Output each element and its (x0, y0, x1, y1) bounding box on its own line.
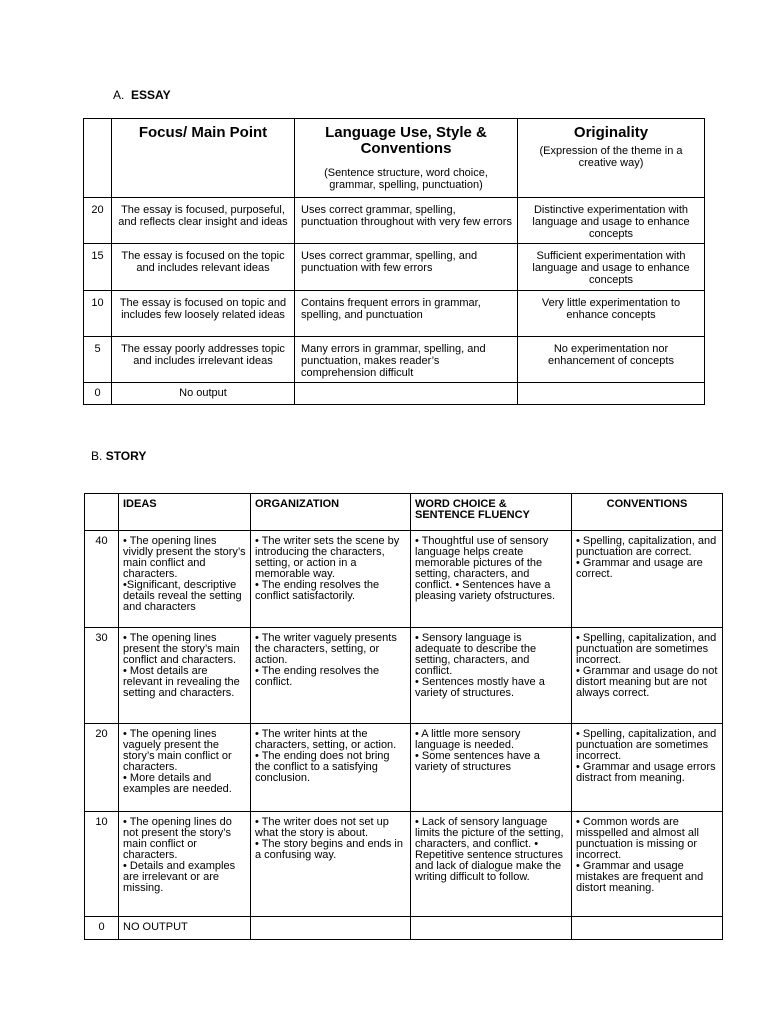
bullet-text: • The ending does not bring the conflict to a satisfying conclusion. (255, 750, 390, 784)
story-conventions-cell (572, 531, 723, 628)
essay-language-cell: Contains frequent errors in grammar, spelling, and punctuation (295, 291, 518, 337)
essay-language-cell (295, 383, 518, 405)
story-organization-cell (251, 917, 411, 940)
story-word-choice-cell (411, 531, 572, 628)
essay-language-cell: Uses correct grammar, spelling, punctuation throughout with very few errors (295, 198, 518, 244)
bullet-text: • The ending resolves the conflict satisfactorily. (255, 579, 380, 602)
bullet-text: • The writer sets the scene by introducing the characters, setting, or action in a memorable way. (255, 535, 400, 580)
bullet-text: • Spelling, capitalization, and punctuation are correct. (576, 535, 717, 558)
bullet-text: • Details and examples are irrelevant or are missing. (123, 860, 236, 894)
bullet-text: • The writer hints at the characters, setting, or action. (255, 728, 397, 751)
story-conventions-cell (572, 812, 723, 917)
table-row (84, 198, 705, 244)
essay-originality-cell: Sufficient experimentation with language and usage to enhance concepts (518, 244, 705, 291)
story-organization-cell (251, 628, 411, 724)
story-word-choice-cell (411, 724, 572, 812)
section-a-letter: A. (113, 88, 125, 102)
table-row (84, 291, 705, 337)
essay-focus-cell: The essay is focused on the topic and includes relevant ideas (112, 244, 295, 291)
story-ideas-cell (119, 917, 251, 940)
story-score: 20 (85, 724, 119, 812)
section-b-letter: B. (91, 449, 103, 463)
story-score: 30 (85, 628, 119, 724)
story-ideas-cell (119, 628, 251, 724)
essay-score: 5 (84, 337, 112, 383)
essay-header-focus: Focus/ Main Point (112, 119, 295, 198)
essay-score: 20 (84, 198, 112, 244)
story-conventions-cell (572, 628, 723, 724)
essay-score: 0 (84, 383, 112, 405)
essay-originality-cell (518, 383, 705, 405)
story-corner-cell (85, 494, 119, 531)
essay-header-originality: Originality (Expression of the theme in a creative way) (518, 119, 705, 198)
table-row (85, 531, 723, 628)
essay-focus-cell: No output (112, 383, 295, 405)
table-row (85, 917, 723, 940)
bullet-text: • The opening lines vaguely present the story’s main conflict or characters. (123, 728, 232, 773)
bullet-text: • Some sentences have a variety of structures (415, 750, 540, 773)
story-conventions-cell (572, 724, 723, 812)
essay-originality-cell: Very little experimentation to enhance concepts (518, 291, 705, 337)
essay-originality-cell: Distinctive experimentation with language and usage to enhance concepts (518, 198, 705, 244)
section-a-title: ESSAY (131, 88, 171, 102)
bullet-text: • The opening lines vividly present the story’s main conflict and characters. (123, 535, 246, 580)
essay-score: 15 (84, 244, 112, 291)
bullet-text: • More details and examples are needed. (123, 772, 232, 795)
story-word-choice-cell (411, 628, 572, 724)
story-organization-cell (251, 724, 411, 812)
essay-originality-cell: No experimentation nor enhancement of concepts (518, 337, 705, 383)
bullet-text: • Sensory language is adequate to describe the setting, characters, and conflict. (415, 632, 537, 677)
bullet-text: • The ending resolves the conflict. (255, 665, 380, 688)
story-word-choice-cell (411, 917, 572, 940)
essay-score: 10 (84, 291, 112, 337)
table-row (85, 628, 723, 724)
story-header-ideas: IDEAS (119, 494, 251, 531)
bullet-text: NO OUTPUT (123, 921, 188, 933)
section-b-title: STORY (105, 449, 147, 463)
story-conventions-cell (572, 917, 723, 940)
bullet-text: • Grammar and usage do not distort meaning but are not always correct. (576, 665, 718, 699)
story-header-word-choice: WORD CHOICE & SENTENCE FLUENCY (411, 494, 572, 531)
section-b-label (91, 449, 146, 463)
essay-language-cell: Uses correct grammar, spelling, and punctuation with few errors (295, 244, 518, 291)
essay-focus-cell: The essay is focused, purposeful, and reflects clear insight and ideas (112, 198, 295, 244)
essay-focus-cell: The essay poorly addresses topic and includes irrelevant ideas (112, 337, 295, 383)
story-header-conventions: CONVENTIONS (572, 494, 723, 531)
table-row (85, 724, 723, 812)
bullet-text: • The writer vaguely presents the characters, setting, or action. (255, 632, 397, 666)
story-rubric-table (84, 493, 723, 940)
story-organization-cell (251, 812, 411, 917)
bullet-text: • Grammar and usage mistakes are frequent and distort meaning. (576, 860, 704, 894)
story-word-choice-cell (411, 812, 572, 917)
essay-header-language: Language Use, Style & Conventions (Sentence structure, word choice, grammar, spelling, punctuation) (295, 119, 518, 198)
story-ideas-cell (119, 724, 251, 812)
bullet-text: • Most details are relevant in revealing the setting and characters. (123, 665, 240, 699)
essay-header-row (84, 119, 705, 198)
essay-corner-cell (84, 119, 112, 198)
bullet-text: • A little more sensory language is needed. (415, 728, 521, 751)
bullet-text: • The opening lines do not present the story’s main conflict or characters. (123, 816, 232, 861)
story-score: 10 (85, 812, 119, 917)
table-row (84, 337, 705, 383)
bullet-text: • Thoughtful use of sensory language helps create memorable pictures of the setting, characters, and conflict. • Sentences have a pleasing variety ofstructures. (415, 535, 556, 602)
bullet-text: • The story begins and ends in a confusing way. (255, 838, 403, 861)
bullet-text: • The opening lines present the story’s main conflict and characters. (123, 632, 240, 666)
bullet-text: • Common words are misspelled and almost all punctuation is missing or incorrect. (576, 816, 699, 861)
table-row (85, 812, 723, 917)
story-score: 40 (85, 531, 119, 628)
story-ideas-cell (119, 531, 251, 628)
table-row (84, 383, 705, 405)
story-score: 0 (85, 917, 119, 940)
bullet-text: • Grammar and usage are correct. (576, 557, 703, 580)
story-header-row (85, 494, 723, 531)
section-a-label (113, 88, 171, 102)
story-organization-cell (251, 531, 411, 628)
bullet-text: • Sentences mostly have a variety of structures. (415, 676, 545, 699)
bullet-text: • Spelling, capitalization, and punctuation are sometimes incorrect. (576, 728, 717, 762)
bullet-text: • Spelling, capitalization, and punctuation are sometimes incorrect. (576, 632, 717, 666)
essay-rubric-table (83, 118, 705, 405)
bullet-text: • The writer does not set up what the story is about. (255, 816, 389, 839)
bullet-text: •Significant, descriptive details reveal the setting and characters (123, 579, 242, 613)
bullet-text: • Grammar and usage errors distract from meaning. (576, 761, 716, 784)
essay-language-cell: Many errors in grammar, spelling, and punctuation, makes reader’s comprehension difficult (295, 337, 518, 383)
essay-focus-cell: The essay is focused on topic and includes few loosely related ideas (112, 291, 295, 337)
table-row (84, 244, 705, 291)
bullet-text: • Lack of sensory language limits the picture of the setting, characters, and conflict. • Repetitive sentence structures and lack of dialogue make the writing difficult to follow. (415, 816, 564, 883)
story-header-organization: ORGANIZATION (251, 494, 411, 531)
story-ideas-cell (119, 812, 251, 917)
